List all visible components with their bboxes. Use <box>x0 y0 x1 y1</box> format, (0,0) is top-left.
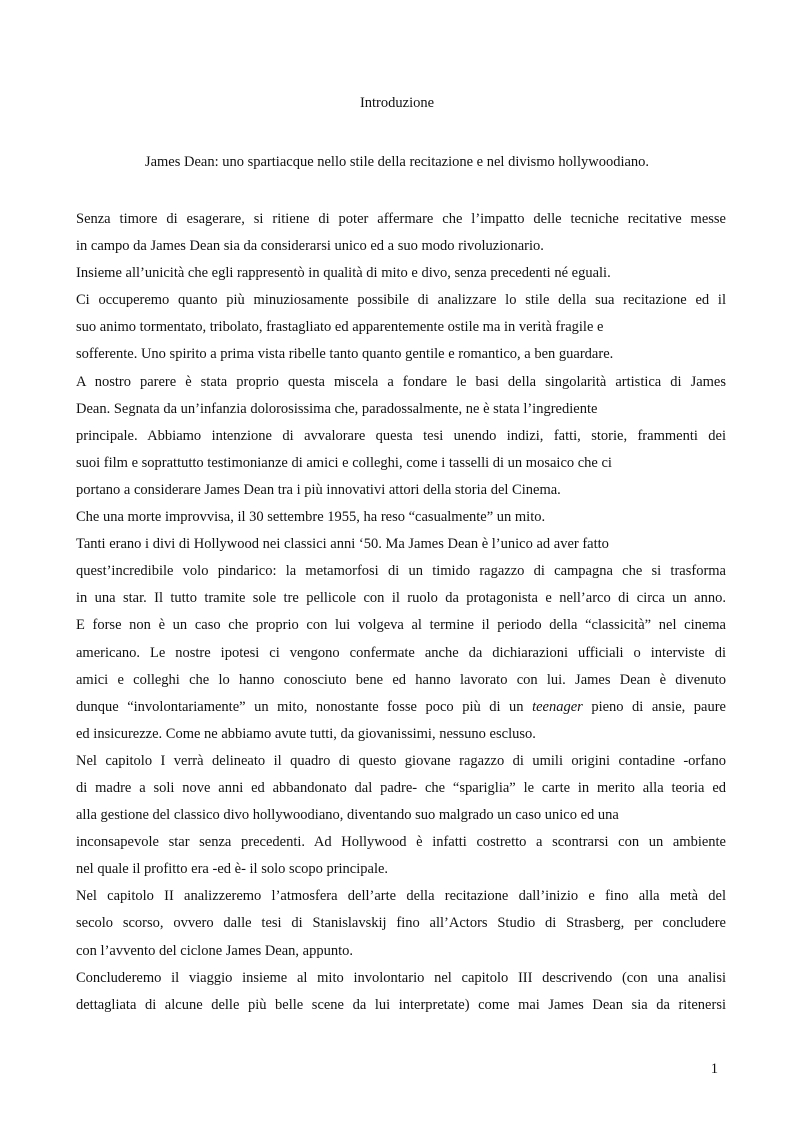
text-line <box>76 808 726 835</box>
emphasized-term: teenager <box>532 698 583 715</box>
text-line-content: con l’avvento del ciclone James Dean, appunto. <box>76 942 354 959</box>
text-line-content: E forse non è un caso che proprio con lui volgeva al termine il periodo della “classicità” nel cinema <box>76 617 726 634</box>
text-line-content: Tanti erano i divi di Hollywood nei classici anni ‘50. Ma James Dean è l’unico ad aver fatto <box>76 536 609 553</box>
text-line <box>76 673 726 700</box>
text-line-content: suoi film e soprattutto testimonianze di amici e colleghi, come i tasselli di un mosaico che ci <box>76 454 612 471</box>
text-line-content: Insieme all’unicità che egli rappresentò in qualità di mito e divo, senza precedenti né eguali. <box>76 265 611 282</box>
text-line-content: inconsapevole star senza precedenti. Ad Hollywood è infatti costretto a scontrarsi con un ambiente <box>76 834 726 851</box>
text-line-content: sofferente. Uno spirito a prima vista ribelle tanto quanto gentile e romantico, a ben guardare. <box>76 346 614 363</box>
text-line-content: Ci occuperemo quanto più minuziosamente possibile di analizzare lo stile della sua recitazione ed il <box>76 292 726 309</box>
text-line-content: ed insicurezze. Come ne abbiamo avute tutti, da giovanissimi, nessuno escluso. <box>76 725 536 742</box>
body-text <box>76 212 726 1025</box>
text-line-content: in campo da James Dean sia da considerarsi unico ed a suo modo rivoluzionario. <box>76 238 544 255</box>
text-line <box>76 375 726 402</box>
text-line-content: di madre a soli nove anni ed abbandonato dal padre- che “spariglia” le carte in merito alla teoria ed <box>76 779 726 796</box>
text-line <box>76 889 726 916</box>
section-subtitle: James Dean: uno spartiacque nello stile della recitazione e nel divismo hollywoodiano. <box>144 154 650 170</box>
text-line <box>76 781 726 808</box>
text-line-continuation: pieno di ansie, paure <box>582 698 726 715</box>
text-line-content: alla gestione del classico divo hollywoodiano, diventando suo malgrado un caso unico ed una <box>76 807 619 824</box>
text-line <box>76 700 726 727</box>
text-line <box>76 944 726 971</box>
text-line <box>76 618 726 645</box>
text-line <box>76 862 726 889</box>
text-line-content: americano. Le nostre ipotesi ci vengono confermate anche da dichiarazioni ufficiali o interviste di <box>76 644 726 661</box>
text-line-content: Concluderemo il viaggio insieme al mito involontario nel capitolo III descrivendo (con una analisi <box>76 969 726 986</box>
text-line-content: in una star. Il tutto tramite sole tre pellicole con il ruolo da protagonista e nell’arco di circa un anno. <box>76 590 726 607</box>
text-line <box>76 402 726 429</box>
text-line <box>76 239 726 266</box>
text-line <box>76 835 726 862</box>
text-line-content: Dean. Segnata da un’infanzia dolorosissima che, paradossalmente, ne è stata l’ingrediente <box>76 400 598 417</box>
text-line <box>76 591 726 618</box>
text-line <box>76 537 726 564</box>
text-line <box>76 916 726 943</box>
text-line <box>76 347 726 374</box>
text-line <box>76 456 726 483</box>
text-line <box>76 212 726 239</box>
text-line <box>76 429 726 456</box>
text-line <box>76 998 726 1025</box>
text-line <box>76 971 726 998</box>
section-title: Introduzione <box>359 95 435 111</box>
text-line <box>76 320 726 347</box>
text-line-content: principale. Abbiamo intenzione di avvalorare questa tesi unendo indizi, fatti, storie, frammenti dei <box>76 427 726 444</box>
text-line-content: dunque “involontariamente” un mito, nonostante fosse poco più di un <box>76 698 533 715</box>
text-line <box>76 293 726 320</box>
text-line-content: secolo scorso, ovvero dalle tesi di Stanislavskij fino all’Actors Studio di Strasberg, per concludere <box>76 915 726 932</box>
text-line-content: dettagliata di alcune delle più belle scene da lui interpretate) come mai James Dean sia da ritenersi <box>76 996 726 1013</box>
text-line <box>76 727 726 754</box>
text-line <box>76 646 726 673</box>
text-line-content: Nel capitolo I verrà delineato il quadro di questo giovane ragazzo di umili origini contadine -orfano <box>76 752 726 769</box>
text-line-content: amici e colleghi che lo hanno conosciuto bene ed hanno lavorato con lui. James Dean è divenuto <box>76 671 726 688</box>
text-line-content: Nel capitolo II analizzeremo l’atmosfera dell’arte della recitazione dall’inizio e fino alla metà del <box>76 888 726 905</box>
text-line-content: portano a considerare James Dean tra i più innovativi attori della storia del Cinema. <box>76 481 561 498</box>
text-line <box>76 266 726 293</box>
text-line-content: Che una morte improvvisa, il 30 settembre 1955, ha reso “casualmente” un mito. <box>76 509 546 526</box>
text-line <box>76 564 726 591</box>
text-line <box>76 483 726 510</box>
text-line <box>76 510 726 537</box>
text-line-content: Senza timore di esagerare, si ritiene di poter affermare che l’impatto delle tecniche recitative messe <box>76 211 726 227</box>
text-line-content: quest’incredibile volo pindarico: la metamorfosi di un timido ragazzo di campagna che si trasforma <box>76 563 726 580</box>
page-number: 1 <box>710 1061 718 1077</box>
text-line-content: A nostro parere è stata proprio questa miscela a fondare le basi della singolarità artistica di James <box>76 373 726 390</box>
text-line-content: suo animo tormentato, tribolato, frastagliato ed apparentemente ostile ma in verità fragile e <box>76 319 604 336</box>
text-line-content: nel quale il profitto era -ed è- il solo scopo principale. <box>76 861 389 878</box>
text-line <box>76 754 726 781</box>
